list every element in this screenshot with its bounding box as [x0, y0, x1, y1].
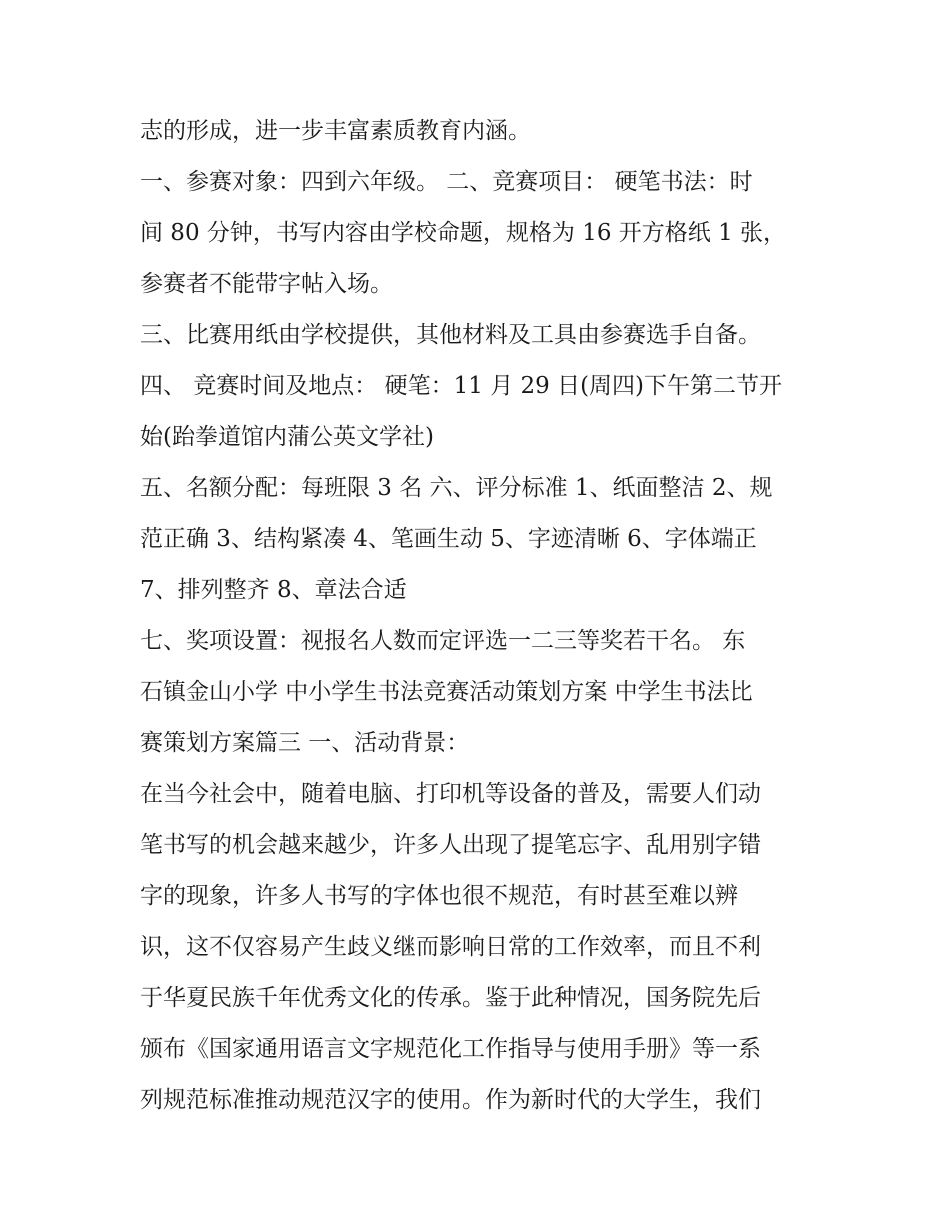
- text-line: 石镇金山小学 中小学生书法竞赛活动策划方案 中学生书法比: [140, 679, 753, 705]
- text-line: 三、比赛用纸由学校提供，其他材料及工具由参赛选手自备。: [140, 322, 761, 348]
- text-line: 7、排列整齐 8、章法合适: [140, 577, 407, 603]
- text-line: 赛策划方案篇三 一、活动背景：: [140, 730, 470, 756]
- text-line: 参赛者不能带字帖入场。: [140, 271, 393, 297]
- text-line: 始(跆拳道馆内蒲公英文学社): [140, 424, 434, 450]
- text-line: 四、 竞赛时间及地点： 硬笔：11 月 29 日(周四)下午第二节开: [140, 373, 783, 399]
- text-line: 五、名额分配：每班限 3 名 六、评分标准 1、纸面整洁 2、规: [140, 475, 773, 501]
- text-line: 字的现象，许多人书写的字体也很不规范，有时甚至难以辨: [140, 883, 738, 909]
- text-line: 识，这不仅容易产生歧义继而影响日常的工作效率，而且不利: [140, 934, 761, 960]
- text-line: 七、奖项设置：视报名人数而定评选一二三等奖若干名。 东: [140, 628, 746, 654]
- text-line: 间 80 分钟，书写内容由学校命题，规格为 16 开方格纸 1 张，: [140, 220, 787, 246]
- text-line: 志的形成，进一步丰富素质教育内涵。: [140, 118, 531, 144]
- text-line: 范正确 3、结构紧凑 4、笔画生动 5、字迹清晰 6、字体端正: [140, 526, 757, 552]
- text-line: 一、参赛对象：四到六年级。 二、竞赛项目： 硬笔书法：时: [140, 169, 753, 195]
- text-line: 颁布《国家通用语言文字规范化工作指导与使用手册》等一系: [140, 1036, 761, 1062]
- text-line: 列规范标准推动规范汉字的使用。作为新时代的大学生，我们: [140, 1087, 761, 1113]
- text-line: 笔书写的机会越来越少，许多人出现了提笔忘字、乱用别字错: [140, 832, 761, 858]
- text-line: 于华夏民族千年优秀文化的传承。鉴于此种情况，国务院先后: [140, 985, 761, 1011]
- body-text: [140, 108, 820, 1128]
- text-line: 在当今社会中，随着电脑、打印机等设备的普及，需要人们动: [140, 781, 761, 807]
